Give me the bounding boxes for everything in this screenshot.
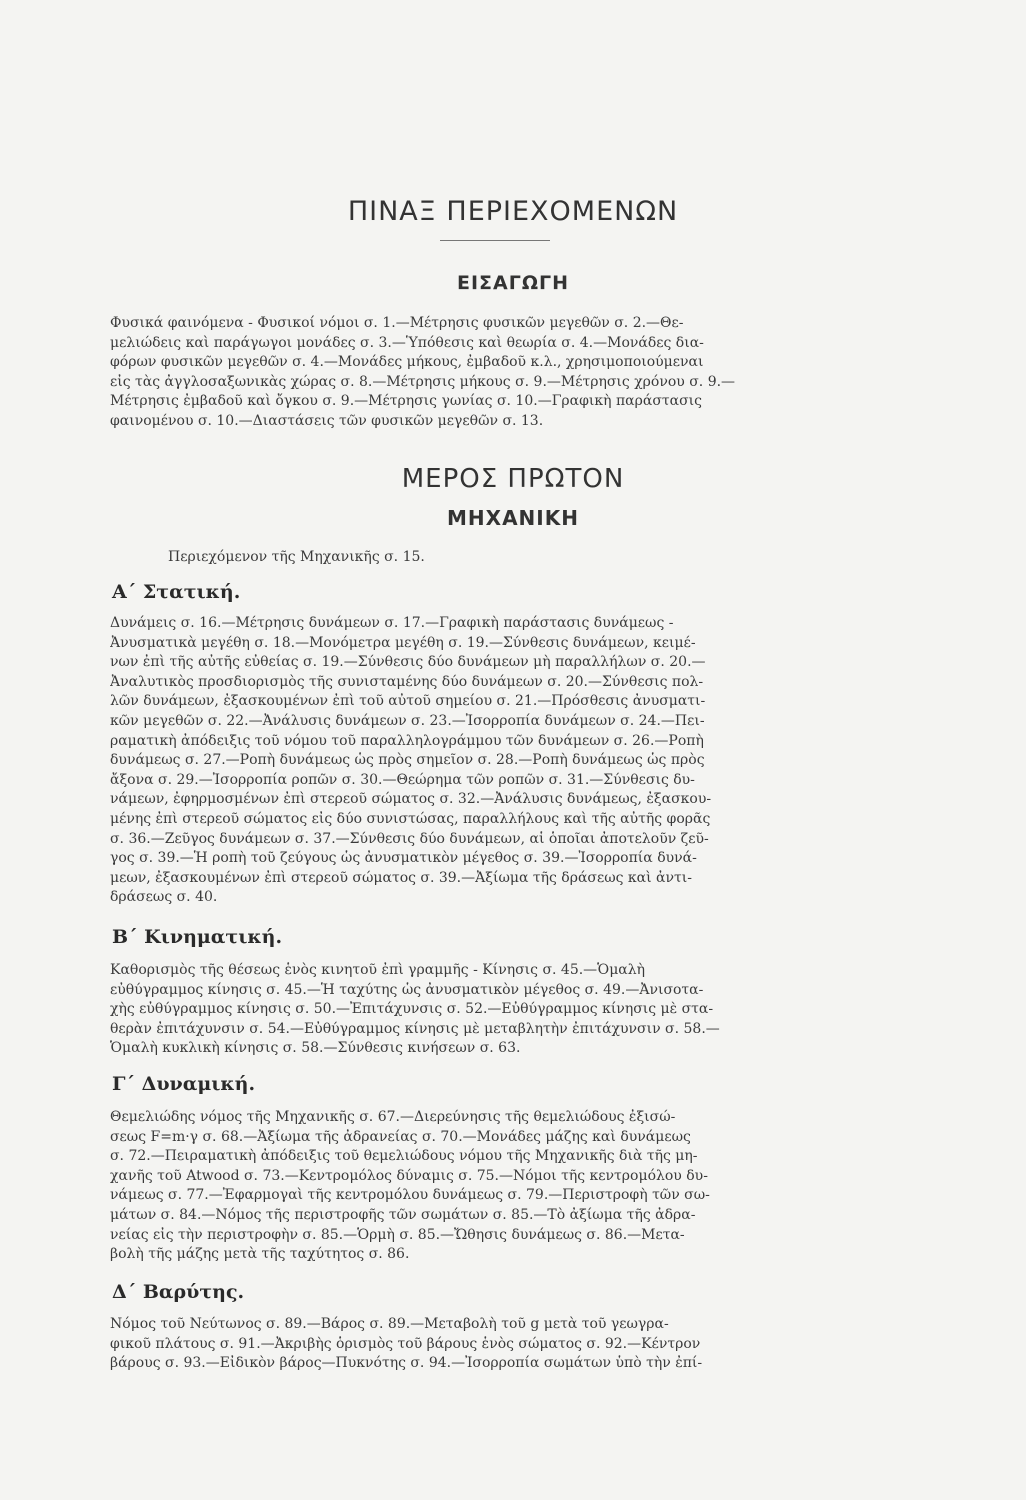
section-line: σ. 72.—Πειραματικὴ ἀπόδειξις τοῦ θεμελιώδους νόμου τῆς Μηχανικῆς διὰ τῆς μη- [110,1148,698,1165]
section-line: δράσεως σ. 40. [110,889,218,906]
section-line: σ. 36.—Ζεῦγος δυνάμεων σ. 37.—Σύνθεσις δύο δυνάμεων, αἱ ὁποῖαι ἀποτελοῦν ζεῦ- [110,830,709,847]
section-line: νάμεων, ἐφηρμοσμένων ἐπὶ στερεοῦ σώματος σ. 32.—Ἀνάλυσις δυνάμεως, ἐξασκου- [110,791,712,808]
section-line: φικοῦ πλάτους σ. 91.—Ἀκριβὴς ὁρισμὸς τοῦ βάρους ἑνὸς σώματος σ. 92.—Κέντρον [110,1335,701,1352]
title-underline [440,240,550,241]
section-line: Καθορισμὸς τῆς θέσεως ἑνὸς κινητοῦ ἐπὶ γραμμῆς - Κίνησις σ. 45.—Ὁμαλὴ [110,962,646,978]
section-line: βάρους σ. 93.—Εἰδικὸν βάρος—Πυκνότης σ. 94.—Ἰσορροπία σωμάτων ὑπὸ τὴν ἐπί- [110,1355,703,1372]
intro-line: εἰς τὰς ἀγγλοσαξωνικὰς χώρας σ. 8.—Μέτρησις μήκους σ. 9.—Μέτρησις χρόνου σ. 9.— [110,373,736,390]
section-line: Δυνάμεις σ. 16.—Μέτρησις δυνάμεων σ. 17.—Γραφικὴ παράστασις δυνάμεως - [110,615,674,631]
part-subtitle: ΜΗΧΑΝΙΚΗ [447,506,579,530]
section-line: θερὰν ἐπιτάχυνσιν σ. 54.—Εὐθύγραμμος κίνησις μὲ μεταβλητὴν ἐπιτάχυνσιν σ. 58.— [110,1020,720,1037]
section-paragraph-gravity [110,1315,910,1374]
section-line: σεως F=m·γ σ. 68.—Ἀξίωμα τῆς ἀδρανείας σ. 70.—Μονάδες μάζης καὶ δυνάμεως [110,1128,691,1145]
section-heading-statics: Α΄ Στατική. [112,581,241,603]
section-line: χανῆς τοῦ Atwood σ. 73.—Κεντρομόλος δύναμις σ. 75.—Νόμοι τῆς κεντρομόλου δυ- [110,1167,708,1184]
intro-line: φαινομένου σ. 10.—Διαστάσεις τῶν φυσικῶν μεγεθῶν σ. 13. [110,412,544,429]
section-line: δυνάμεως σ. 27.—Ροπὴ δυνάμεως ὡς πρὸς σημεῖον σ. 28.—Ροπὴ δυνάμεως ὡς πρὸς [110,752,705,769]
section-line: Ἀνυσματικὰ μεγέθη σ. 18.—Μονόμετρα μεγέθη σ. 19.—Σύνθεσις δυνάμεων, κειμέ- [110,634,696,651]
section-heading-gravity: Δ΄ Βαρύτης. [112,1281,245,1303]
section-line: νείας εἰς τὴν περιστροφὴν σ. 85.—Ὁρμὴ σ. 85.—Ὤθησις δυνάμεως σ. 86.—Μετα- [110,1226,685,1243]
section-line: νάμεως σ. 77.—Ἐφαρμογαὶ τῆς κεντρομόλου δυνάμεως σ. 79.—Περιστροφὴ τῶν σω- [110,1187,710,1204]
section-paragraph-dynamics [110,1108,910,1265]
intro-line: Μέτρησις ἐμβαδοῦ καὶ ὄγκου σ. 9.—Μέτρησις γωνίας σ. 10.—Γραφικὴ παράστασις [110,393,702,410]
section-line: εὐθύγραμμος κίνησις σ. 45.—Ἡ ταχύτης ὡς ἀνυσματικὸν μέγεθος σ. 49.—Ἀνισοτα- [110,981,704,998]
section-line: κῶν μεγεθῶν σ. 22.—Ἀνάλυσις δυνάμεων σ. 23.—Ἰσορροπία δυνάμεων σ. 24.—Πει- [110,712,705,729]
part-contents-line: Περιεχόμενον τῆς Μηχανικῆς σ. 15. [168,549,425,565]
section-line: γος σ. 39.—Ἡ ροπὴ τοῦ ζεύγους ὡς ἀνυσματικὸν μέγεθος σ. 39.—Ἰσορροπία δυνά- [110,850,697,867]
section-line: χὴς εὐθύγραμμος κίνησις σ. 50.—Ἐπιτάχυνσις σ. 52.—Εὐθύγραμμος κίνησις μὲ στα- [110,1001,714,1018]
intro-line: Φυσικά φαινόμενα - Φυσικοί νόμοι σ. 1.—Μέτρησις φυσικῶν μεγεθῶν σ. 2.—Θε- [110,315,684,331]
section-line: Ὁμαλὴ κυκλικὴ κίνησις σ. 58.—Σύνθεσις κινήσεων σ. 63. [110,1040,521,1057]
part-title: ΜΕΡΟΣ ΠΡΩΤΟΝ [401,464,625,494]
intro-line: μελιώδεις καὶ παράγωγοι μονάδες σ. 3.—Ὑπόθεσις καὶ θεωρία σ. 4.—Μονάδες δια- [110,334,704,351]
intro-heading: ΕΙΣΑΓΩΓΗ [457,272,569,294]
section-line: λῶν δυνάμεων, ἐξασκουμένων ἐπὶ τοῦ αὐτοῦ σημείου σ. 21.—Πρόσθεσις ἀνυσματι- [110,693,706,710]
page-title: ΠΙΝΑΞ ΠΕΡΙΕΧΟΜΕΝΩΝ [347,196,679,227]
section-line: μεων, ἐξασκουμένων ἐπὶ στερεοῦ σώματος σ. 39.—Ἀξίωμα τῆς δράσεως καὶ ἀντι- [110,869,692,886]
intro-paragraph [110,314,910,432]
section-heading-kinematics: Β΄ Κινηματική. [112,926,283,948]
section-line: βολὴ τῆς μάζης μετὰ τῆς ταχύτητος σ. 86. [110,1246,410,1263]
section-paragraph-statics [110,614,910,908]
section-line: ἄξονα σ. 29.—Ἰσορροπία ροπῶν σ. 30.—Θεώρημα τῶν ροπῶν σ. 31.—Σύνθεσις δυ- [110,771,695,788]
section-paragraph-kinematics [110,961,910,1059]
section-line: νων ἐπὶ τῆς αὐτῆς εὐθείας σ. 19.—Σύνθεσις δύο δυνάμεων μὴ παραλλήλων σ. 20.— [110,654,706,671]
section-heading-dynamics: Γ΄ Δυναμική. [112,1073,256,1095]
section-line: Ἀναλυτικὸς προσδιορισμὸς τῆς συνισταμένης δύο δυνάμεων σ. 20.—Σύνθεσις πολ- [110,673,704,690]
section-line: Θεμελιώδης νόμος τῆς Μηχανικῆς σ. 67.—Διερεύνησις τῆς θεμελιώδους ἐξισώ- [110,1109,676,1125]
section-line: ραματικὴ ἀπόδειξις τοῦ νόμου τοῦ παραλληλογράμμου τῶν δυνάμεων σ. 26.—Ροπὴ [110,732,704,749]
section-line: μάτων σ. 84.—Νόμος τῆς περιστροφῆς τῶν σωμάτων σ. 85.—Τὸ ἀξίωμα τῆς ἀδρα- [110,1206,696,1223]
section-line: μένης ἐπὶ στερεοῦ σώματος εἰς δύο συνιστώσας, παραλλήλους καὶ τῆς αὐτῆς φορᾶς [110,810,711,827]
section-line: Νόμος τοῦ Νεύτωνος σ. 89.—Βάρος σ. 89.—Μεταβολὴ τοῦ g μετὰ τοῦ γεωγρα- [110,1316,669,1332]
intro-line: φόρων φυσικῶν μεγεθῶν σ. 4.—Μονάδες μήκους, ἐμβαδοῦ κ.λ., χρησιμοποιούμεναι [110,354,704,371]
